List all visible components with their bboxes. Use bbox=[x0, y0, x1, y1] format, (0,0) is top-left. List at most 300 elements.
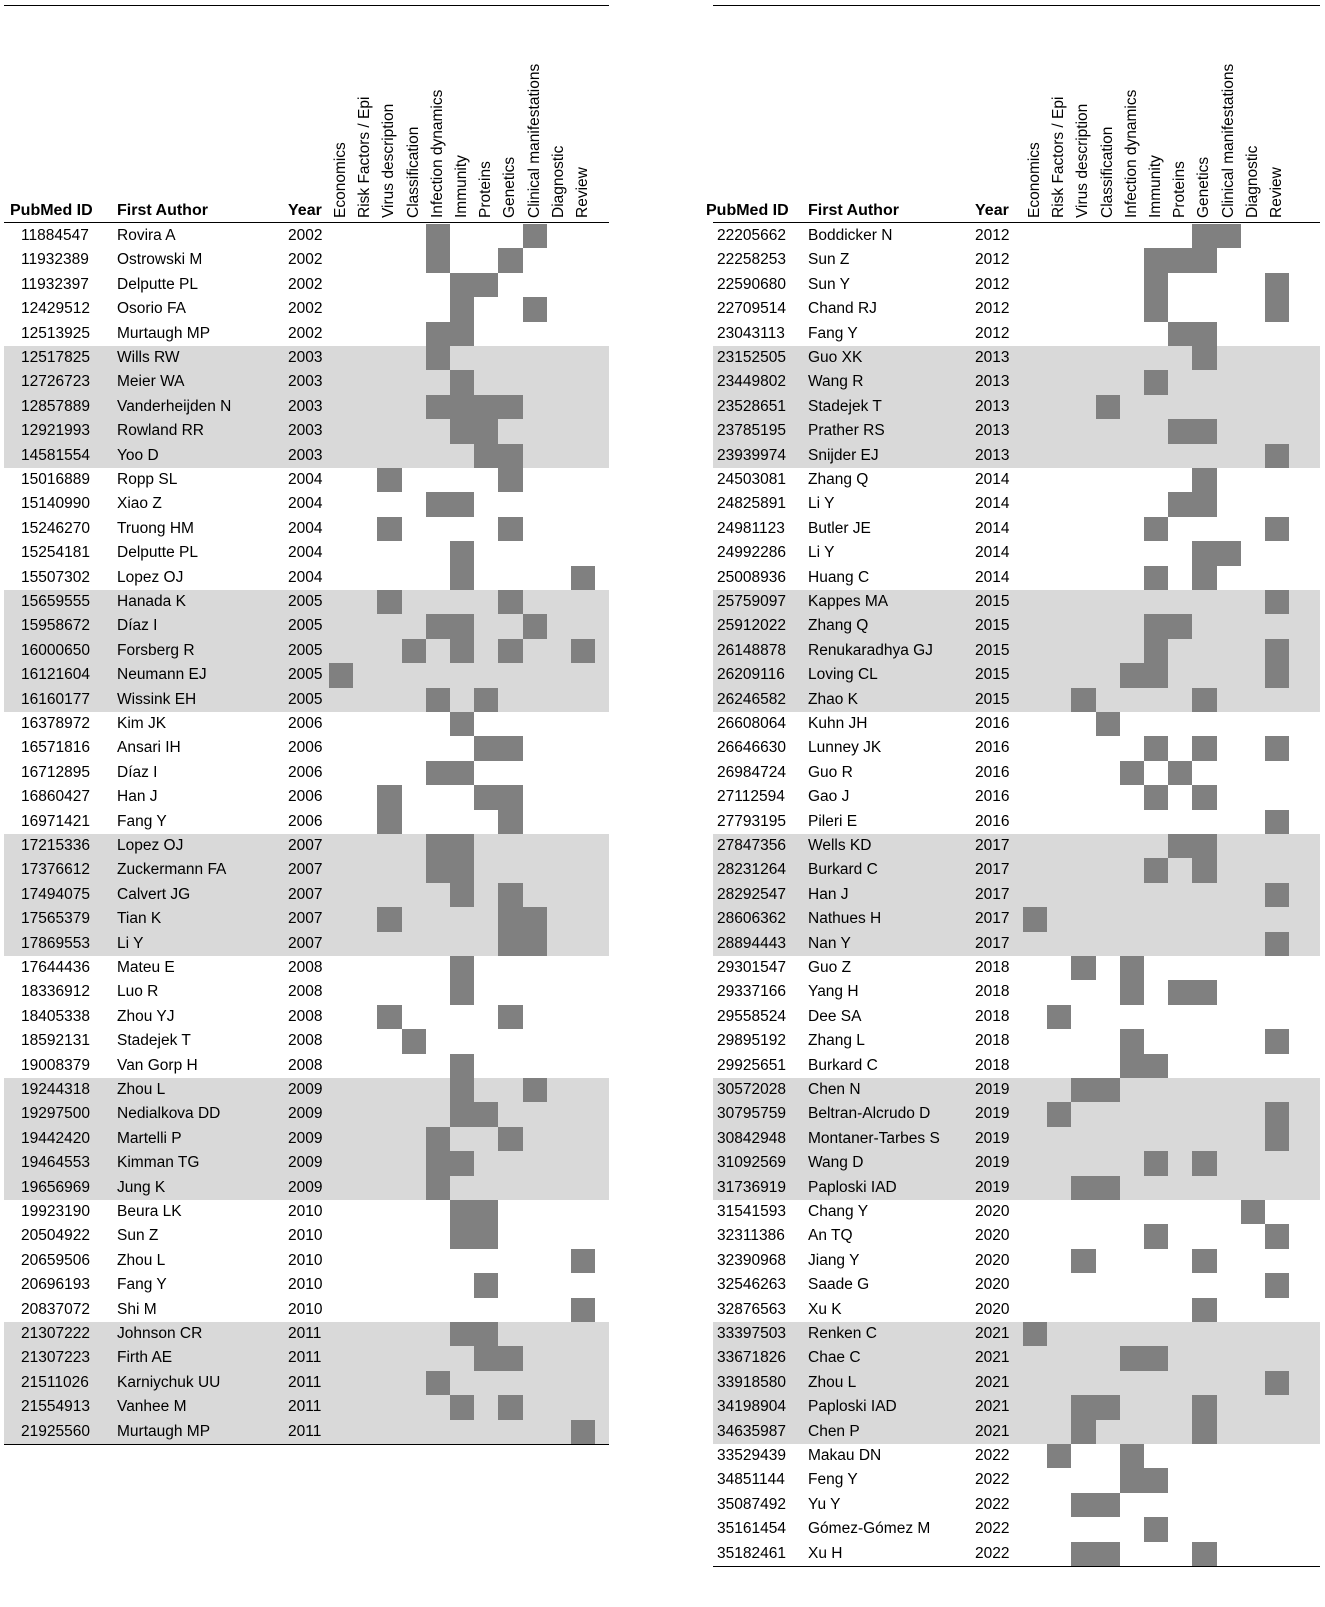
pubmed-id: 31736919 bbox=[717, 1178, 786, 1196]
first-author: Xu H bbox=[808, 1544, 843, 1562]
first-author: Neumann EJ bbox=[117, 666, 207, 684]
first-author: Rowland RR bbox=[117, 422, 205, 440]
category-mark bbox=[450, 1078, 474, 1102]
year: 2007 bbox=[288, 934, 323, 952]
category-mark bbox=[1168, 614, 1192, 638]
category-mark bbox=[1265, 297, 1289, 321]
category-mark bbox=[1192, 566, 1216, 590]
year: 2008 bbox=[288, 1032, 323, 1050]
first-author: Shi M bbox=[117, 1300, 157, 1318]
first-author: Fang Y bbox=[117, 812, 167, 830]
category-mark bbox=[498, 883, 522, 907]
category-mark bbox=[474, 1102, 498, 1126]
year: 2011 bbox=[288, 1422, 322, 1440]
category-mark bbox=[450, 761, 474, 785]
first-author: Lunney JK bbox=[808, 739, 882, 757]
category-mark bbox=[1144, 663, 1168, 687]
first-author: Butler JE bbox=[808, 519, 871, 537]
first-author: Li Y bbox=[808, 544, 835, 562]
year: 2007 bbox=[288, 837, 323, 854]
pubmed-id: 24981123 bbox=[717, 519, 785, 537]
first-author: Kappes MA bbox=[808, 593, 889, 610]
year: 2016 bbox=[975, 788, 1010, 806]
category-mark bbox=[377, 590, 401, 614]
category-mark bbox=[1071, 688, 1095, 712]
first-author: Ropp SL bbox=[117, 471, 178, 488]
category-mark bbox=[1241, 1200, 1265, 1224]
first-author-header: First Author bbox=[117, 202, 208, 219]
pubmed-id: 35161454 bbox=[717, 1520, 786, 1538]
year: 2007 bbox=[288, 861, 323, 879]
pubmed-id: 28292547 bbox=[717, 885, 786, 903]
category-mark bbox=[1192, 419, 1216, 443]
pubmed-id: 19923190 bbox=[21, 1203, 90, 1220]
year: 2019 bbox=[975, 1081, 1010, 1098]
first-author: Zhang Q bbox=[808, 617, 869, 635]
category-mark bbox=[1120, 956, 1144, 980]
category-mark bbox=[1192, 688, 1216, 712]
year: 2013 bbox=[975, 422, 1010, 440]
first-author: Kuhn JH bbox=[808, 715, 868, 732]
category-mark bbox=[498, 639, 522, 663]
year: 2020 bbox=[975, 1227, 1010, 1245]
pubmed-id: 17869553 bbox=[21, 934, 90, 952]
first-author: Wang R bbox=[808, 373, 864, 391]
category-mark bbox=[450, 1322, 474, 1346]
category-mark bbox=[426, 492, 450, 516]
category-mark bbox=[1047, 1102, 1071, 1126]
pubmed-id: 33918580 bbox=[717, 1373, 786, 1391]
category-header: Classification bbox=[1098, 126, 1116, 218]
pubmed-id: 20837072 bbox=[21, 1300, 90, 1318]
pubmed-id: 16378972 bbox=[21, 715, 90, 732]
year: 2019 bbox=[975, 1178, 1010, 1196]
first-author: Sun Z bbox=[808, 251, 850, 269]
pubmed-id: 12921993 bbox=[21, 422, 90, 440]
category-mark bbox=[1120, 1444, 1144, 1468]
category-mark bbox=[450, 883, 474, 907]
pubmed-id: 30572028 bbox=[717, 1081, 786, 1098]
category-mark bbox=[1144, 1151, 1168, 1175]
category-mark bbox=[498, 590, 522, 614]
category-mark bbox=[1265, 1273, 1289, 1297]
category-mark bbox=[498, 517, 522, 541]
category-mark bbox=[377, 468, 401, 492]
first-author: Sun Z bbox=[117, 1227, 159, 1245]
pubmed-id: 26984724 bbox=[717, 763, 786, 781]
category-mark bbox=[498, 810, 522, 834]
first-author: Ostrowski M bbox=[117, 251, 203, 269]
category-mark bbox=[1096, 1395, 1120, 1419]
category-mark bbox=[523, 297, 547, 321]
year: 2015 bbox=[975, 690, 1010, 708]
year: 2015 bbox=[975, 666, 1010, 684]
first-author: Luo R bbox=[117, 983, 159, 1001]
year: 2017 bbox=[975, 910, 1010, 928]
first-author: Dee SA bbox=[808, 1007, 862, 1025]
year: 2003 bbox=[288, 373, 323, 391]
category-mark bbox=[571, 1420, 595, 1444]
category-mark bbox=[1265, 810, 1289, 834]
category-header: Diagnostic bbox=[549, 145, 567, 218]
year: 2007 bbox=[288, 910, 323, 928]
category-mark bbox=[402, 639, 426, 663]
category-mark bbox=[571, 566, 595, 590]
category-mark bbox=[498, 1346, 522, 1370]
year: 2010 bbox=[288, 1227, 323, 1245]
year: 2006 bbox=[288, 739, 323, 757]
category-mark bbox=[450, 1224, 474, 1248]
pubmed-id: 18336912 bbox=[21, 983, 90, 1001]
year: 2009 bbox=[288, 1178, 323, 1196]
year: 2014 bbox=[975, 519, 1010, 537]
category-mark bbox=[377, 907, 401, 931]
first-author: Gao J bbox=[808, 788, 850, 806]
pubmed-id-header: PubMed ID bbox=[706, 202, 789, 219]
category-mark bbox=[450, 1200, 474, 1224]
year: 2012 bbox=[975, 275, 1010, 293]
pubmed-id: 16571816 bbox=[21, 739, 90, 757]
pubmed-id: 32311386 bbox=[717, 1227, 785, 1245]
year: 2012 bbox=[975, 227, 1010, 244]
year: 2010 bbox=[288, 1203, 323, 1220]
category-mark bbox=[426, 346, 450, 370]
first-author: Osorio FA bbox=[117, 300, 186, 318]
year: 2009 bbox=[288, 1129, 323, 1147]
category-mark bbox=[450, 566, 474, 590]
year: 2020 bbox=[975, 1300, 1010, 1318]
pubmed-id: 23152505 bbox=[717, 349, 786, 366]
year: 2004 bbox=[288, 568, 323, 586]
category-mark bbox=[1071, 1249, 1095, 1273]
category-mark bbox=[426, 248, 450, 272]
table-bottom-rule bbox=[713, 1566, 1320, 1567]
first-author: Zuckermann FA bbox=[117, 861, 227, 879]
pubmed-id: 12726723 bbox=[21, 373, 90, 391]
year: 2011 bbox=[288, 1349, 322, 1367]
pubmed-id: 19008379 bbox=[21, 1056, 90, 1074]
year: 2009 bbox=[288, 1154, 323, 1172]
category-mark bbox=[523, 932, 547, 956]
first-author: Murtaugh MP bbox=[117, 324, 211, 342]
category-mark bbox=[474, 1200, 498, 1224]
pubmed-id: 26148878 bbox=[717, 641, 786, 659]
first-author: Sun Y bbox=[808, 275, 850, 293]
first-author: Wills RW bbox=[117, 349, 180, 366]
year: 2018 bbox=[975, 1056, 1010, 1074]
pubmed-id: 21307222 bbox=[21, 1325, 90, 1342]
first-author: Snijder EJ bbox=[808, 446, 879, 464]
pubmed-id: 30842948 bbox=[717, 1129, 786, 1147]
category-mark bbox=[1168, 492, 1192, 516]
category-mark bbox=[1096, 1176, 1120, 1200]
year: 2014 bbox=[975, 471, 1010, 488]
first-author: Nathues H bbox=[808, 910, 882, 928]
year: 2008 bbox=[288, 959, 323, 976]
category-mark bbox=[474, 444, 498, 468]
first-author: Xu K bbox=[808, 1300, 842, 1318]
category-header: Clinical manifestations bbox=[525, 63, 543, 218]
year: 2004 bbox=[288, 519, 323, 537]
category-mark bbox=[1047, 1005, 1071, 1029]
first-author: Wang D bbox=[808, 1154, 864, 1172]
first-author: Martelli P bbox=[117, 1129, 182, 1147]
first-author: Meier WA bbox=[117, 373, 185, 391]
year: 2016 bbox=[975, 739, 1010, 757]
category-mark bbox=[1144, 273, 1168, 297]
category-header: Risk Factors / Epi bbox=[1050, 96, 1068, 218]
category-mark bbox=[1144, 1346, 1168, 1370]
year: 2002 bbox=[288, 275, 323, 293]
table-top-rule bbox=[713, 5, 1320, 6]
year: 2003 bbox=[288, 349, 323, 366]
category-mark bbox=[1192, 1420, 1216, 1444]
pubmed-id: 15958672 bbox=[21, 617, 90, 635]
first-author: Vanderheijden N bbox=[117, 397, 232, 415]
category-mark bbox=[1265, 517, 1289, 541]
category-mark bbox=[1096, 1078, 1120, 1102]
year: 2002 bbox=[288, 324, 323, 342]
year: 2013 bbox=[975, 446, 1010, 464]
pubmed-id: 23785195 bbox=[717, 422, 786, 440]
year: 2018 bbox=[975, 983, 1010, 1001]
category-mark bbox=[450, 1151, 474, 1175]
year: 2016 bbox=[975, 715, 1010, 732]
pubmed-id: 16160177 bbox=[21, 690, 90, 708]
year: 2021 bbox=[975, 1398, 1010, 1416]
first-author: Karniychuk UU bbox=[117, 1373, 221, 1391]
year: 2022 bbox=[975, 1495, 1010, 1513]
first-author: Stadejek T bbox=[808, 397, 882, 415]
first-author: Forsberg R bbox=[117, 641, 195, 659]
category-header: Infection dynamics bbox=[1122, 89, 1140, 218]
category-mark bbox=[1144, 736, 1168, 760]
year: 2022 bbox=[975, 1520, 1010, 1538]
category-mark bbox=[450, 1102, 474, 1126]
year: 2008 bbox=[288, 1056, 323, 1074]
year: 2021 bbox=[975, 1373, 1010, 1391]
category-mark bbox=[1144, 1054, 1168, 1078]
pubmed-id: 33529439 bbox=[717, 1447, 786, 1464]
category-mark bbox=[1120, 1029, 1144, 1053]
category-mark bbox=[1192, 224, 1216, 248]
category-header: Review bbox=[574, 167, 591, 218]
year: 2015 bbox=[975, 593, 1010, 610]
category-mark bbox=[523, 614, 547, 638]
year: 2017 bbox=[975, 861, 1010, 879]
category-mark bbox=[571, 1249, 595, 1273]
category-header: Classification bbox=[404, 126, 422, 218]
category-mark bbox=[1071, 1078, 1095, 1102]
pubmed-id: 35087492 bbox=[717, 1495, 786, 1513]
first-author: Nan Y bbox=[808, 934, 851, 952]
year: 2021 bbox=[975, 1349, 1010, 1367]
category-header: Proteins bbox=[477, 161, 495, 218]
category-mark bbox=[498, 1005, 522, 1029]
category-header: Economics bbox=[1026, 142, 1043, 218]
category-mark bbox=[1192, 346, 1216, 370]
first-author: Mateu E bbox=[117, 959, 175, 976]
category-mark bbox=[426, 761, 450, 785]
pubmed-id: 27793195 bbox=[717, 812, 786, 830]
year: 2004 bbox=[288, 495, 323, 513]
first-author: Prather RS bbox=[808, 422, 885, 440]
first-author: Li Y bbox=[808, 495, 835, 513]
first-author: Li Y bbox=[117, 934, 144, 952]
category-mark bbox=[498, 785, 522, 809]
category-mark bbox=[450, 834, 474, 858]
pubmed-id: 25759097 bbox=[717, 593, 786, 610]
pubmed-id: 25912022 bbox=[717, 617, 786, 635]
pubmed-id: 24503081 bbox=[717, 471, 786, 488]
first-author: Van Gorp H bbox=[117, 1056, 198, 1074]
category-header: Economics bbox=[332, 142, 349, 218]
category-mark bbox=[474, 273, 498, 297]
year: 2007 bbox=[288, 885, 323, 903]
category-mark bbox=[426, 834, 450, 858]
first-author: Ansari IH bbox=[117, 739, 181, 757]
pubmed-id: 19464553 bbox=[21, 1154, 90, 1172]
first-author: Yang H bbox=[808, 983, 859, 1001]
year: 2010 bbox=[288, 1300, 323, 1318]
category-mark bbox=[498, 932, 522, 956]
first-author: Guo R bbox=[808, 763, 853, 781]
category-mark bbox=[1144, 614, 1168, 638]
pubmed-id: 20659506 bbox=[21, 1251, 90, 1269]
year: 2012 bbox=[975, 251, 1010, 269]
category-header: Genetics bbox=[501, 156, 519, 218]
category-mark bbox=[523, 907, 547, 931]
category-header: Review bbox=[1268, 167, 1285, 218]
pubmed-id: 16712895 bbox=[21, 763, 90, 781]
pubmed-id: 17565379 bbox=[21, 910, 90, 928]
category-mark bbox=[1217, 224, 1241, 248]
category-mark bbox=[1096, 1542, 1120, 1566]
year: 2016 bbox=[975, 763, 1010, 781]
pubmed-id: 15246270 bbox=[21, 519, 90, 537]
pubmed-id: 31092569 bbox=[717, 1154, 786, 1172]
category-mark bbox=[498, 444, 522, 468]
first-author: Zhang Q bbox=[808, 471, 869, 488]
pubmed-id: 32876563 bbox=[717, 1300, 786, 1318]
pubmed-id: 21554913 bbox=[21, 1398, 90, 1416]
pubmed-id: 15507302 bbox=[21, 568, 90, 586]
category-mark bbox=[498, 907, 522, 931]
category-mark bbox=[1071, 956, 1095, 980]
category-mark bbox=[450, 273, 474, 297]
first-author: Yoo D bbox=[117, 446, 159, 464]
category-mark bbox=[1192, 858, 1216, 882]
first-author: Delputte PL bbox=[117, 275, 198, 293]
year: 2014 bbox=[975, 568, 1010, 586]
first-author: Guo Z bbox=[808, 959, 852, 976]
pubmed-id: 12857889 bbox=[21, 397, 90, 415]
first-author: Chand RJ bbox=[808, 300, 877, 318]
category-header: Virus description bbox=[1074, 103, 1092, 218]
first-author: Han J bbox=[808, 885, 849, 903]
pubmed-id: 15140990 bbox=[21, 495, 90, 513]
category-mark bbox=[1071, 1542, 1095, 1566]
first-author: Xiao Z bbox=[117, 495, 162, 513]
pubmed-id: 17376612 bbox=[21, 861, 90, 879]
category-mark bbox=[1192, 468, 1216, 492]
category-mark bbox=[450, 370, 474, 394]
category-mark bbox=[1265, 932, 1289, 956]
year: 2017 bbox=[975, 934, 1010, 952]
category-mark bbox=[571, 1298, 595, 1322]
pubmed-id: 26209116 bbox=[717, 666, 785, 684]
first-author: Pileri E bbox=[808, 812, 858, 830]
category-mark bbox=[1265, 1224, 1289, 1248]
pubmed-id: 18592131 bbox=[21, 1032, 90, 1050]
pubmed-id: 26646630 bbox=[717, 739, 786, 757]
first-author: Gómez-Gómez M bbox=[808, 1520, 931, 1538]
first-author: Wells KD bbox=[808, 837, 872, 854]
category-mark bbox=[450, 956, 474, 980]
category-mark bbox=[1144, 248, 1168, 272]
year: 2004 bbox=[288, 471, 323, 488]
first-author: An TQ bbox=[808, 1227, 853, 1245]
year: 2010 bbox=[288, 1276, 323, 1294]
pubmed-id: 25008936 bbox=[717, 568, 786, 586]
first-author: Johnson CR bbox=[117, 1325, 203, 1342]
category-mark bbox=[426, 224, 450, 248]
category-mark bbox=[1265, 444, 1289, 468]
category-mark bbox=[450, 980, 474, 1004]
first-author: Vanhee M bbox=[117, 1398, 187, 1416]
category-mark bbox=[474, 688, 498, 712]
pubmed-id: 29895192 bbox=[717, 1032, 786, 1050]
year: 2019 bbox=[975, 1129, 1010, 1147]
year-band bbox=[713, 1078, 1320, 1200]
category-mark bbox=[498, 468, 522, 492]
year: 2008 bbox=[288, 983, 323, 1001]
category-mark bbox=[1071, 1176, 1095, 1200]
category-mark bbox=[498, 395, 522, 419]
category-mark bbox=[1192, 248, 1216, 272]
pubmed-id: 19244318 bbox=[21, 1081, 90, 1098]
category-mark bbox=[1168, 419, 1192, 443]
category-header: Infection dynamics bbox=[428, 89, 446, 218]
category-mark bbox=[1120, 1468, 1144, 1492]
category-mark bbox=[426, 688, 450, 712]
category-header: Proteins bbox=[1171, 161, 1189, 218]
first-author: Saade G bbox=[808, 1276, 870, 1294]
category-mark bbox=[474, 1346, 498, 1370]
category-mark bbox=[1192, 1249, 1216, 1273]
pubmed-id: 21925560 bbox=[21, 1422, 90, 1440]
year: 2003 bbox=[288, 397, 323, 415]
first-author: Chen P bbox=[808, 1422, 860, 1440]
year: 2019 bbox=[975, 1105, 1010, 1123]
year: 2018 bbox=[975, 1007, 1010, 1025]
first-author-header: First Author bbox=[808, 202, 899, 219]
category-mark bbox=[1071, 1395, 1095, 1419]
first-author: Stadejek T bbox=[117, 1032, 191, 1050]
pubmed-id: 17215336 bbox=[21, 837, 90, 854]
year-band bbox=[713, 834, 1320, 956]
first-author: Delputte PL bbox=[117, 544, 198, 562]
year-header: Year bbox=[288, 202, 322, 219]
category-mark bbox=[1023, 907, 1047, 931]
category-mark bbox=[450, 858, 474, 882]
first-author: Hanada K bbox=[117, 593, 186, 610]
table-bottom-rule bbox=[4, 1444, 609, 1445]
pubmed-id: 19656969 bbox=[21, 1178, 90, 1196]
year: 2006 bbox=[288, 763, 323, 781]
first-author: Zhang L bbox=[808, 1032, 865, 1050]
category-mark bbox=[1096, 712, 1120, 736]
